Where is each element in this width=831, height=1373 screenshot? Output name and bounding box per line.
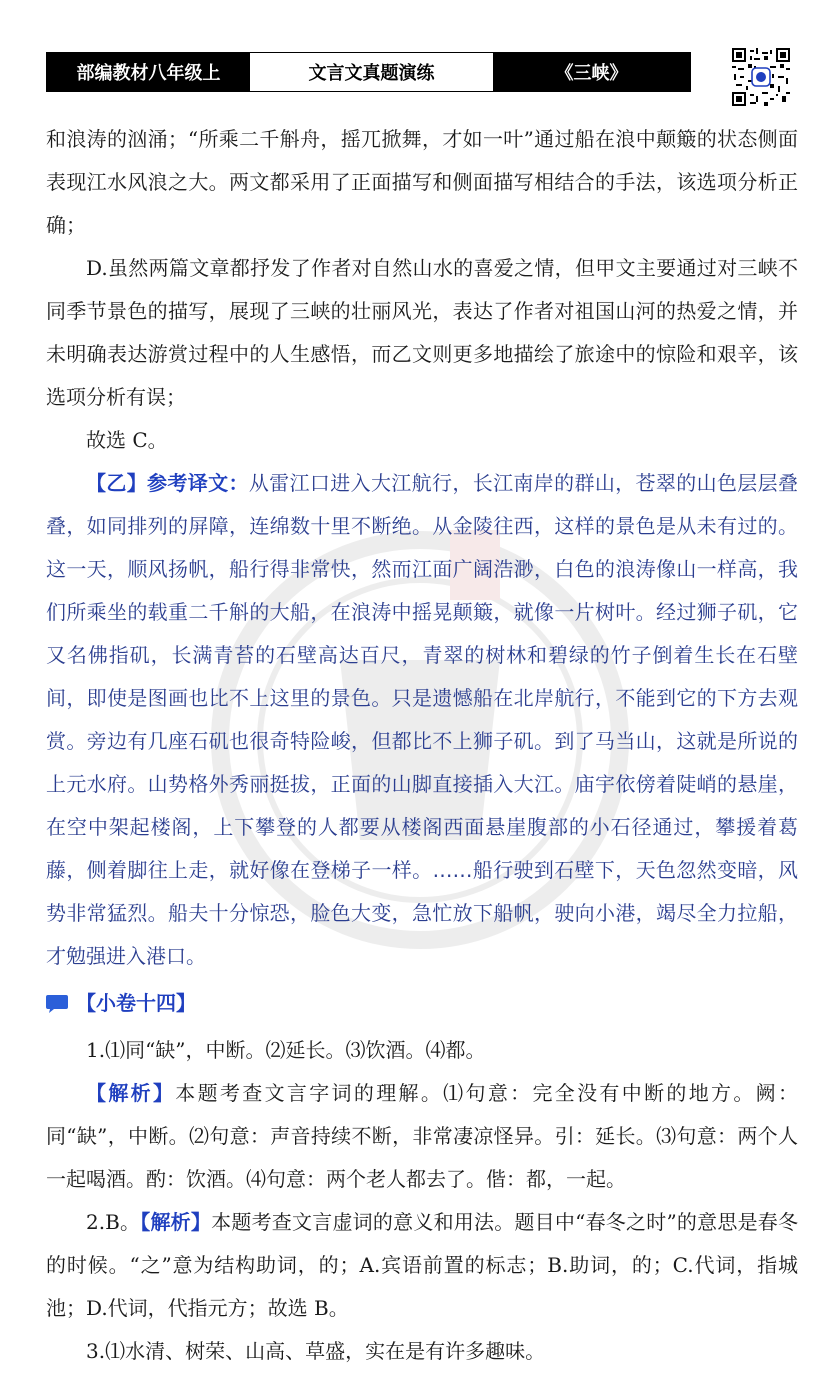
- paragraph-conclusion: 故选 C。: [86, 428, 168, 452]
- q1-analysis: [46, 1072, 798, 1201]
- q2-prefix: 2.B。: [86, 1210, 141, 1234]
- q2-answer: [46, 1201, 798, 1330]
- section-header: [46, 982, 798, 1025]
- q1-analysis-text: 本题考查文言字词的理解。⑴句意：完全没有中断的地方。阙：同“缺”，中断。⑵句意：声音持续不断，非常凄凉怪异。引：延长。⑶句意：两个人一起喝酒。酌：饮酒。⑷句意：两个老人都去了。偕：都，一起。: [46, 1081, 799, 1191]
- header-grade-label: 部编教材八年级上: [47, 53, 250, 91]
- paragraph-analysis-c: 和浪涛的汹涌；“所乘二千斛舟，摇兀掀舞，才如一叶”通过船在浪中颠簸的状态侧面表现江水风浪之大。两文都采用了正面描写和侧面描写相结合的手法，该选项分析正确；: [46, 127, 798, 237]
- q2-analysis-label: 【解析】: [140, 1210, 212, 1234]
- section-title: 【小卷十四】: [76, 991, 196, 1015]
- qr-code-icon: [732, 48, 790, 106]
- translation-paragraph: [46, 462, 798, 978]
- q2-analysis-text: 本题考查文言虚词的意义和用法。题目中“春冬之时”的意思是春冬的时候。“之”意为结构助词，的；A.宾语前置的标志；B.助词，的；C.代词，指城池；D.代词，代指元方；故选 B。: [46, 1210, 799, 1320]
- header-banner: [46, 52, 691, 92]
- translation-text: 从雷江口进入大江航行，长江南岸的群山，苍翠的山色层层叠叠，如同排列的屏障，连绵数十里不断绝。从金陵往西，这样的景色是从未有过的。这一天，顺风扬帆，船行得非常快，然而江面广阔浩渺，白色的浪涛像山一样高，我们所乘坐的载重二千斛的大船，在浪涛中摇晃颠簸，就像一片树叶。经过狮子矶，它又名佛指矶，长满青苔的石壁高达百尺，青翠的树林和碧绿的竹子倒着生长在石壁间，即使是图画也比不上这里的景色。只是遗憾船在北岸航行，不能到它的下方去观赏。旁边有几座石矶也很奇特险峻，但都比不上狮子矶。到了马当山，这就是所说的上元水府。山势格外秀丽挺拔，正面的山脚直接插入大江。庙宇依傍着陡峭的悬崖，在空中架起楼阁，上下攀登的人都要从楼阁西面悬崖腹部的小石径通过，攀援着葛藤，侧着脚往上走，就好像在登梯子一样。……船行驶到石壁下，天色忽然变暗，风势非常猛烈。船夫十分惊恐，脸色大变，急忙放下船帆，驶向小港，竭尽全力拉船，才勉强进入港口。: [46, 471, 799, 968]
- document-body: [46, 118, 798, 1373]
- chat-bubble-icon: [46, 995, 68, 1013]
- q1-analysis-label: 【解析】: [86, 1081, 176, 1105]
- header-topic-label: 文言文真题演练: [250, 53, 493, 91]
- header-title-label: 《三峡》: [493, 53, 690, 91]
- q3-answer: 3.⑴水清、树荣、山高、草盛，实在是有许多趣味。: [86, 1339, 546, 1363]
- translation-label: 【乙】参考译文：: [86, 471, 249, 495]
- q1-answer: 1.⑴同“缺”，中断。⑵延长。⑶饮酒。⑷都。: [86, 1038, 486, 1062]
- paragraph-analysis-d: D.虽然两篇文章都抒发了作者对自然山水的喜爱之情，但甲文主要通过对三峡不同季节景色的描写，展现了三峡的壮丽风光，表达了作者对祖国山河的热爱之情，并未明确表达游赏过程中的人生感悟，而乙文则更多地描绘了旅途中的惊险和艰辛，该选项分析有误；: [46, 256, 798, 409]
